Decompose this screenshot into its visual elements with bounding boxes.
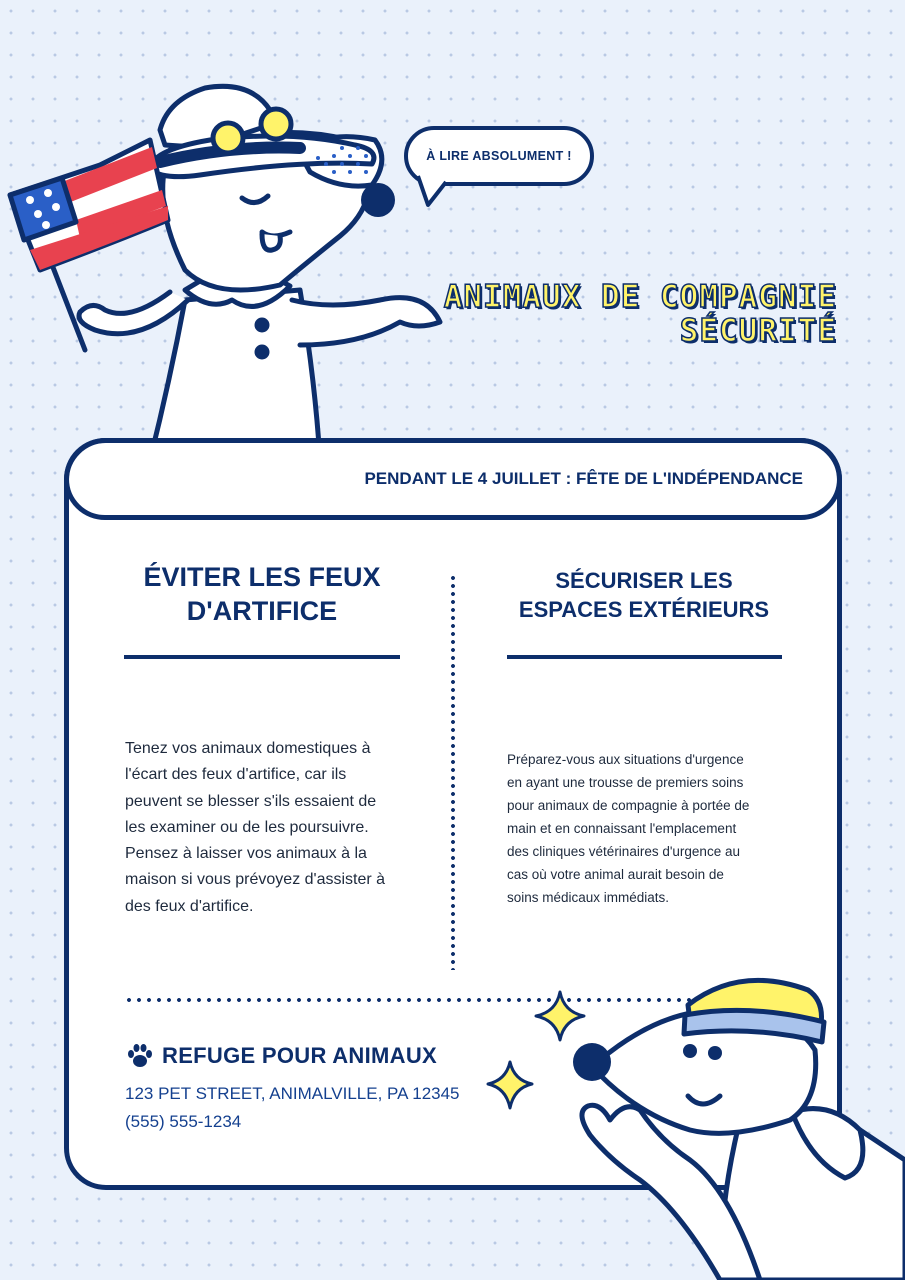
phone-number: (555) 555-1234	[125, 1112, 242, 1131]
organization	[126, 1042, 437, 1070]
right-body-line: en ayant une trousse de premiers soins	[507, 775, 744, 790]
left-body-line: les examiner ou de les poursuivre.	[125, 818, 369, 836]
right-body-line: pour animaux de compagnie à portée de	[507, 798, 750, 813]
bubble-text: À LIRE ABSOLUMENT !	[426, 149, 572, 163]
left-section-title	[124, 560, 400, 628]
left-body-line: maison si vous prévoyez d'assister à	[125, 871, 386, 889]
card-banner	[64, 438, 842, 520]
banner-text: PENDANT LE 4 JUILLET : FÊTE DE L'INDÉPENDANCE	[364, 469, 803, 488]
left-body-line: l'écart des feux d'artifice, car ils	[125, 766, 347, 784]
left-section-body	[125, 736, 425, 920]
right-title-line-1: SÉCURISER LES	[555, 568, 733, 593]
left-title-line-2: D'ARTIFICE	[186, 596, 338, 626]
right-body-line: des cliniques vétérinaires d'urgence au	[507, 844, 740, 859]
left-body-line: des feux d'artifice.	[125, 897, 254, 915]
right-section-body	[507, 748, 807, 909]
right-body-line: Préparez-vous aux situations d'urgence	[507, 752, 744, 767]
title-line-1: ANIMAUX DE COMPAGNIE	[443, 279, 837, 315]
page-title	[444, 280, 837, 348]
address: 123 PET STREET, ANIMALVILLE, PA 12345	[125, 1084, 460, 1103]
right-body-line: main et en connaissant l'emplacement	[507, 821, 737, 836]
left-title-line-1: ÉVITER LES FEUX	[143, 562, 381, 592]
right-title-line-2: ESPACES EXTÉRIEURS	[518, 597, 770, 622]
right-body-line: soins médicaux immédiats.	[507, 890, 670, 905]
right-title-underline	[507, 655, 782, 659]
right-body-line: cas où votre animal aurait besoin de	[507, 867, 724, 882]
column-divider	[451, 574, 455, 970]
left-body-line: Pensez à laisser vos animaux à la	[125, 845, 367, 863]
left-body-line: Tenez vos animaux domestiques à	[125, 740, 371, 757]
left-title-underline	[124, 655, 400, 659]
footer-divider	[124, 998, 694, 1002]
speech-bubble	[404, 126, 594, 186]
left-body-line: peuvent se blesser s'ils essaient de	[125, 792, 377, 810]
title-line-2: SÉCURITÉ	[679, 313, 837, 349]
organization-name: REFUGE POUR ANIMAUX	[162, 1043, 438, 1068]
right-section-title	[500, 566, 788, 624]
dog-mascot-with-flag	[0, 0, 905, 460]
paw-icon	[126, 1042, 154, 1070]
